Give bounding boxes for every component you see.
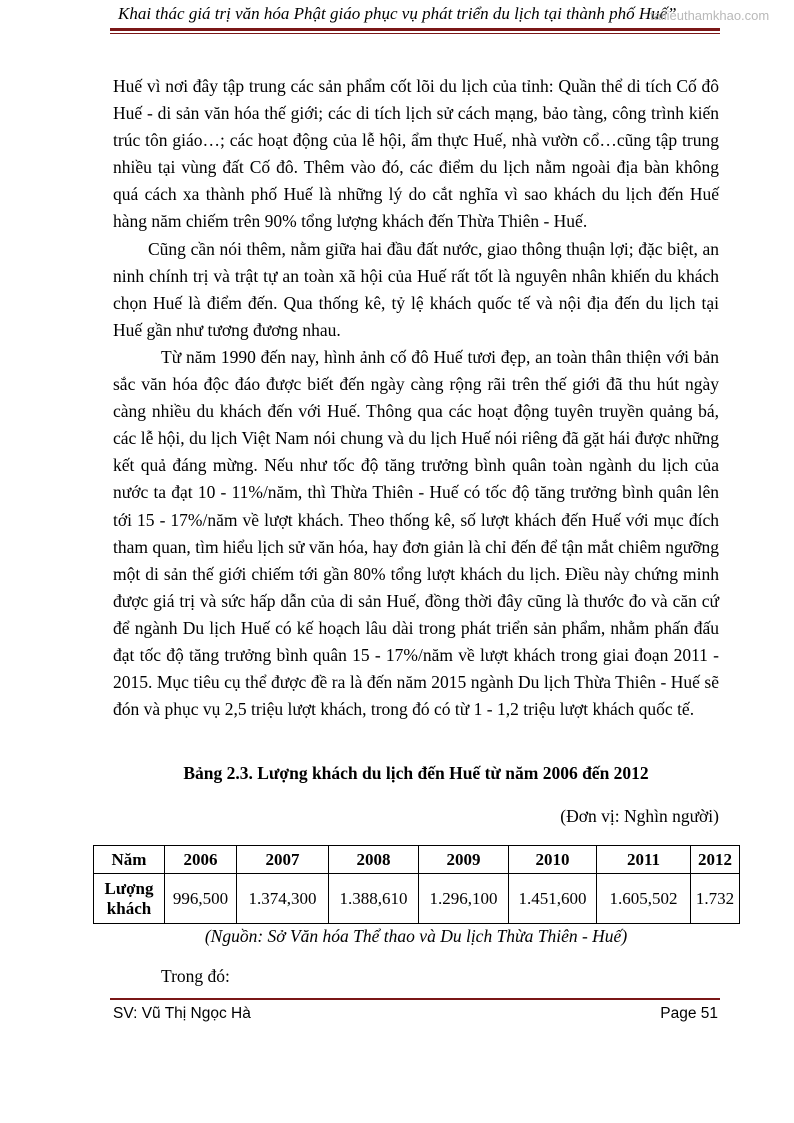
year-cell: 2008 (329, 846, 419, 874)
running-header-title: Khai thác giá trị văn hóa Phật giáo phục vụ phát triển du lịch tại thành phố Huế” (118, 4, 677, 23)
after-table-text: Trong đó: (161, 966, 230, 986)
row-label-cell (94, 874, 165, 924)
body-text (113, 73, 719, 723)
paragraph: Cũng cần nói thêm, nằm giữa hai đầu đất nước, giao thông thuận lợi; đặc biệt, an ninh chính trị và trật tự an toàn xã hội của Huế rất tốt là nguyên nhân khiến du khách chọn Huế là điểm đến. Qua thống kê, tỷ lệ khách quốc tế và nội địa đến du lịch tại Huế gần như tương đương nhau. (113, 238, 719, 340)
table-unit: (Đơn vị: Nghìn người) (560, 806, 719, 826)
year-cell: 2011 (597, 846, 691, 874)
header-label-cell: Năm (94, 846, 165, 874)
footer-rule (110, 998, 720, 1000)
year-cell: 2006 (165, 846, 237, 874)
header-rule (110, 28, 720, 31)
row-label-line2: khách (106, 898, 152, 918)
year-cell: 2012 (691, 846, 740, 874)
value-cell: 1.451,600 (509, 874, 597, 924)
value-cell: 1.296,100 (419, 874, 509, 924)
footer-page-number: Page 51 (660, 1005, 718, 1022)
paragraph: Huế vì nơi đây tập trung các sản phẩm cốt lõi du lịch của tỉnh: Quần thể di tích Cố đô Huế - di sản văn hóa thế giới; các di tích lịch sử cách mạng, bảo tàng, công trình kiến trúc tôn giáo…; các hoạt động của lễ hội, ẩm thực Huế, nhà vườn cổ…cũng tập trung nhiều tại vùng đất Cố đô. Thêm vào đó, các điểm du lịch nằm ngoài địa bàn không quá cách xa thành phố Huế là những lý do cắt nghĩa vì sao khách du lịch đến Huế hàng năm chiếm trên 90% tổng lượng khách đến Thừa Thiên - Huế. (113, 76, 719, 232)
value-cell: 1.374,300 (237, 874, 329, 924)
year-cell: 2009 (419, 846, 509, 874)
year-cell: 2010 (509, 846, 597, 874)
row-label-line1: Lượng (104, 878, 154, 898)
table-header-row (94, 846, 740, 874)
value-cell: 1.605,502 (597, 874, 691, 924)
value-cell: 1.732 (691, 874, 740, 924)
value-cell: 996,500 (165, 874, 237, 924)
value-cell: 1.388,610 (329, 874, 419, 924)
table-title: Bảng 2.3. Lượng khách du lịch đến Huế từ năm 2006 đến 2012 (183, 763, 649, 783)
year-cell: 2007 (237, 846, 329, 874)
table-row (94, 874, 740, 924)
footer-author: SV: Vũ Thị Ngọc Hà (113, 1005, 251, 1022)
paragraph: Từ năm 1990 đến nay, hình ảnh cố đô Huế tươi đẹp, an toàn thân thiện với bản sắc văn hóa độc đáo được biết đến ngày càng rộng rãi trên thế giới đã thu hút ngày càng nhiều du khách đến với Huế. Thông qua các hoạt động tuyên truyền quảng bá, các lễ hội, du lịch Việt Nam nói chung và du lịch Huế nói riêng đã gặt hái được những kết quả đáng mừng. Nếu như tốc độ tăng trưởng bình quân toàn ngành du lịch của nước ta đạt 10 - 11%/năm, thì Thừa Thiên - Huế có tốc độ tăng trưởng bình quân lên tới 15 - 17%/năm về lượt khách. Theo thống kê, số lượt khách đến Huế với mục đích tham quan, tìm hiểu lịch sử văn hóa, hay đơn giản là chỉ đến để tận mắt chiêm ngưỡng một di sản thế giới chiếm tới gần 80% tổng lượt khách du lịch. Điều này chứng minh được giá trị và sức hấp dẫn của di sản Huế, đồng thời đây cũng là thước đo và căn cứ để ngành Du lịch Huế có kế hoạch lâu dài trong phát triển sản phẩm, nhằm phấn đấu đạt tốc độ tăng trưởng bình quân 15 - 17%/năm về lượt khách trong giai đoạn 2011 - 2015. Mục tiêu cụ thể được đề ra là đến năm 2015 ngành Du lịch Thừa Thiên - Huế sẽ đón và phục vụ 2,5 triệu lượt khách, trong đó có từ 1 - 1,2 triệu lượt khách quốc tế. (113, 346, 719, 720)
table-source: (Nguồn: Sở Văn hóa Thể thao và Du lịch Thừa Thiên - Huế) (204, 926, 628, 946)
watermark: tailieuthamkhao.com (650, 8, 770, 23)
header-rule-thin (110, 33, 720, 34)
visitor-table (93, 845, 740, 924)
